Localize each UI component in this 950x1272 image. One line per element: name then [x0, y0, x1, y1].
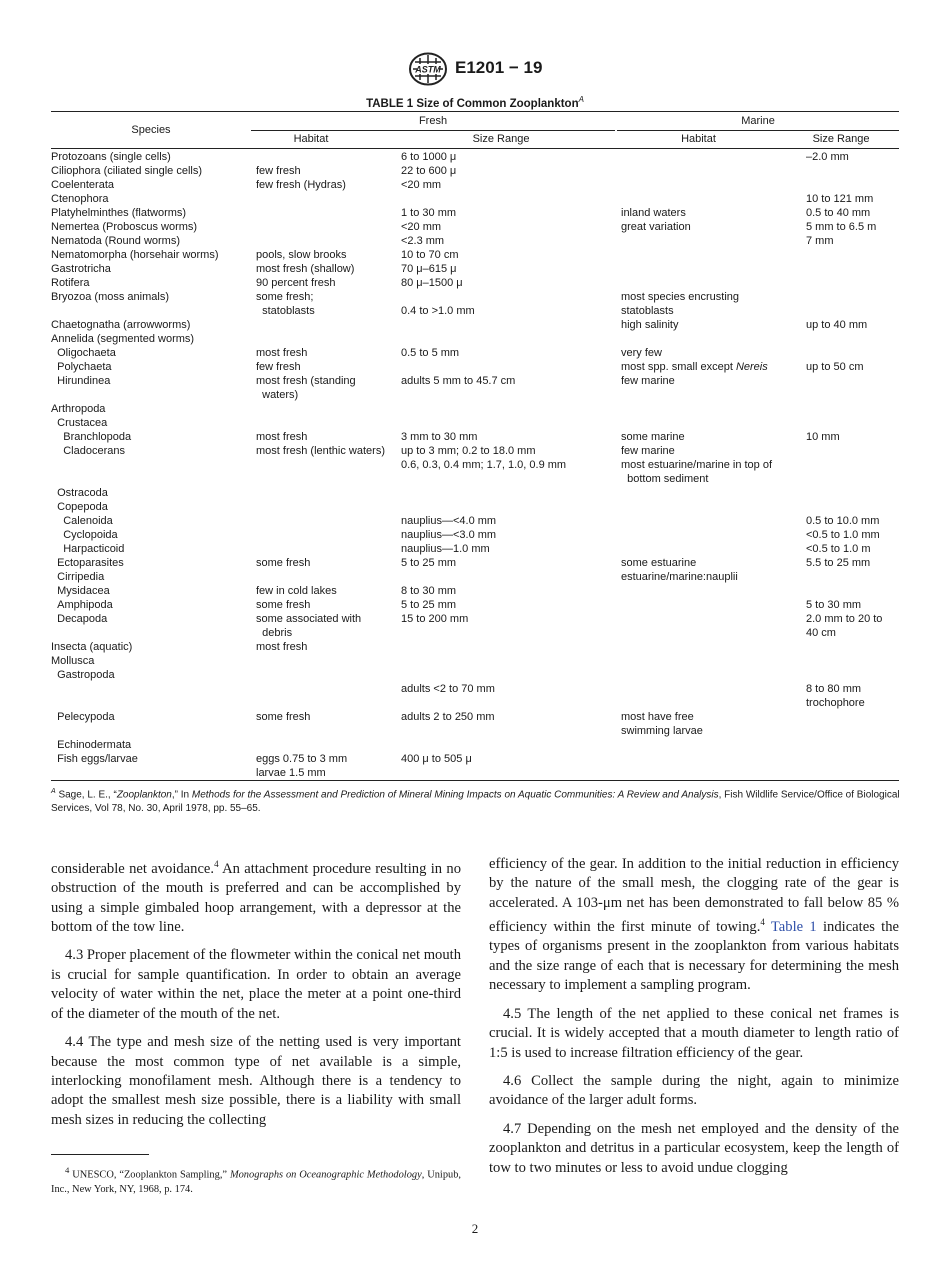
marine-size-cell	[806, 276, 899, 290]
marine-size-cell	[806, 346, 899, 360]
marine-size-cell: <0.5 to 1.0 m	[806, 543, 871, 555]
table-bottom-rule	[51, 780, 899, 781]
species-cell: Rotifera	[51, 277, 90, 289]
species-cell: Bryozoa (moss animals)	[51, 291, 169, 303]
marine-habitat-cell	[621, 192, 806, 206]
species-cell: Platyhelminthes (flatworms)	[51, 207, 187, 219]
species-cell: Gastrotricha	[51, 263, 111, 275]
fresh-size-cell: <2.3 mm	[401, 235, 445, 247]
zooplankton-table-body	[51, 150, 899, 780]
fresh-habitat-cell: few fresh	[256, 361, 301, 373]
fresh-size-cell: adults 5 mm to 45.7 cm	[401, 375, 516, 387]
fresh-habitat-cell: some fresh; statoblasts	[256, 291, 315, 317]
paragraph: considerable net avoidance.$^4$ An attachment procedure resulting in no obstruction of the mouth is preferred and can be accomplished by using a simple gimbaled hoop arrangement, with a depressor at the bottom of the tow line.	[51, 859, 462, 936]
marine-size-cell	[806, 416, 899, 430]
species-cell: Nematomorpha (horsehair worms)	[51, 249, 219, 261]
marine-habitat-cell	[621, 514, 806, 528]
fresh-habitat-cell: few in cold lakes	[256, 585, 337, 597]
marine-size-cell	[806, 178, 899, 192]
marine-size-cell	[806, 668, 899, 682]
right-column	[489, 855, 899, 1187]
marine-habitat-cell	[621, 738, 806, 752]
header-species: Species	[131, 124, 171, 136]
marine-habitat-cell	[621, 542, 806, 556]
marine-habitat-cell	[621, 416, 806, 430]
table-top-rule	[51, 111, 899, 112]
table-row	[51, 528, 899, 542]
fresh-size-cell	[401, 416, 621, 430]
marine-size-cell	[806, 332, 899, 346]
species-cell	[51, 682, 256, 710]
fresh-size-cell	[401, 500, 621, 514]
marine-habitat-cell	[621, 486, 806, 500]
marine-habitat-cell	[621, 150, 806, 164]
fresh-size-cell	[401, 360, 621, 374]
marine-size-cell	[806, 570, 899, 584]
fresh-size-cell	[401, 192, 621, 206]
marine-size-cell	[806, 402, 899, 416]
species-cell: Cirripedia	[51, 571, 105, 583]
marine-habitat-cell	[621, 654, 806, 668]
marine-habitat-cell: most have free swimming larvae	[621, 711, 703, 737]
species-cell: Arthropoda	[51, 403, 106, 415]
marine-habitat-cell	[621, 682, 806, 710]
fresh-size-cell: adults <2 to 70 mm	[401, 683, 495, 695]
marine-size-cell	[806, 374, 899, 402]
fresh-habitat-cell: most fresh (shallow)	[256, 263, 355, 275]
fresh-size-cell: 22 to 600 μ	[401, 165, 457, 177]
marine-habitat-cell	[621, 276, 806, 290]
table-row	[51, 416, 899, 430]
table-row	[51, 584, 899, 598]
marine-size-cell: 5 mm to 6.5 m	[806, 221, 877, 233]
species-cell: Copepoda	[51, 501, 108, 513]
fresh-size-cell: 80 μ–1500 μ	[401, 277, 463, 289]
marine-habitat-cell: great variation	[621, 221, 691, 233]
fresh-habitat-cell: few fresh (Hydras)	[256, 179, 346, 191]
fresh-habitat-cell	[256, 500, 401, 514]
fresh-habitat-cell	[256, 528, 401, 542]
marine-habitat-cell	[621, 612, 806, 640]
fresh-size-cell	[401, 570, 621, 584]
table-row	[51, 654, 899, 668]
page-number: 2	[471, 1221, 479, 1236]
paragraph-4-3: 4.3 Proper placement of the flowmeter within the conical net mouth is crucial for sample quantification. In order to obtain an average velocity of water within the net, place the meter at a point one-third of the diameter of the mouth of the net.	[51, 947, 461, 1022]
marine-habitat-cell	[621, 178, 806, 192]
species-cell: Crustacea	[51, 417, 108, 429]
fresh-habitat-cell: some associated with debris	[256, 613, 362, 639]
marine-habitat-cell	[621, 248, 806, 262]
species-cell: Cladocerans	[51, 445, 125, 457]
table-row	[51, 430, 899, 444]
fresh-size-cell: adults 2 to 250 mm	[401, 711, 495, 723]
marine-header-rule	[617, 130, 899, 131]
marine-habitat-cell	[621, 668, 806, 682]
table-row	[51, 542, 899, 556]
fresh-size-cell: 6 to 1000 μ	[401, 151, 457, 163]
paragraph-4-4: 4.4 The type and mesh size of the netting used is very important because the most common type of net available is a simple, interlocking monofilament mesh. Although there is a tendency to adopt the smallest mesh size possible, there is a liability with small mesh sizes in reducing the collecting	[51, 1034, 461, 1128]
marine-habitat-cell: estuarine/marine:nauplii	[621, 571, 738, 583]
marine-size-cell	[806, 752, 899, 780]
species-cell: Nematoda (Round worms)	[51, 235, 180, 247]
fresh-habitat-cell	[256, 486, 401, 500]
fresh-habitat-cell: few fresh	[256, 165, 301, 177]
marine-size-cell: 7 mm	[806, 235, 834, 247]
fresh-habitat-cell	[256, 332, 401, 346]
species-cell: Cyclopoida	[51, 529, 118, 541]
species-cell: Echinodermata	[51, 739, 132, 751]
fresh-habitat-cell	[256, 220, 401, 234]
fresh-size-cell: 400 μ to 505 μ	[401, 753, 472, 765]
paragraph: efficiency of the gear. In addition to the initial reduction in efficiency by the nature of the small mesh, the clogging rate of the gear is accelerated. A 103-μm net has been demonstrated to fall below 85 % efficiency within the first minute of towing.$^4$ Table 1 indicates the types of organisms present in the zooplankton from various habitats and the size range of each that is necessary for determining the mesh necessary to implement a sampling program.	[489, 856, 899, 994]
table-title: TABLE 1 Size of Common Zooplankton$^A$	[366, 95, 584, 110]
species-cell: Insecta (aquatic)	[51, 641, 133, 653]
table-row	[51, 220, 899, 234]
marine-habitat-cell: few marine most estuarine/marine in top of bottom sediment	[621, 445, 773, 485]
fresh-size-cell: nauplius—1.0 mm	[401, 543, 490, 555]
species-cell: Fish eggs/larvae	[51, 753, 138, 765]
fresh-size-cell: 70 μ–615 μ	[401, 263, 457, 275]
marine-habitat-cell: very few	[621, 347, 662, 359]
table-row	[51, 276, 899, 290]
fresh-habitat-cell	[256, 668, 401, 682]
footnote-rule	[51, 1154, 149, 1155]
marine-habitat-cell	[621, 164, 806, 178]
fresh-habitat-cell	[256, 542, 401, 556]
fresh-habitat-cell: some fresh	[256, 599, 311, 611]
fresh-habitat-cell	[256, 416, 401, 430]
marine-size-cell: 5 to 30 mm	[806, 599, 862, 611]
fresh-size-cell	[401, 738, 621, 752]
species-cell: Calenoida	[51, 515, 113, 527]
fresh-size-cell: up to 3 mm; 0.2 to 18.0 mm 0.6, 0.3, 0.4 mm; 1.7, 1.0, 0.9 mm	[401, 445, 567, 471]
marine-habitat-cell: most species encrusting statoblasts	[621, 291, 739, 317]
fresh-habitat-cell: most fresh	[256, 431, 308, 443]
marine-size-cell: 0.5 to 10.0 mm	[806, 515, 880, 527]
marine-size-cell: 10 to 121 mm	[806, 193, 874, 205]
fresh-size-cell: <20 mm	[401, 179, 442, 191]
header-fresh-size-range: Size Range	[472, 133, 530, 145]
header-marine-habitat: Habitat	[681, 133, 716, 145]
species-cell: Pelecypoda	[51, 711, 115, 723]
header-marine: Marine	[741, 115, 775, 127]
table-row	[51, 682, 899, 710]
species-cell: Hirundinea	[51, 375, 111, 387]
species-cell: Ectoparasites	[51, 557, 124, 569]
fresh-size-cell: 0.4 to >1.0 mm	[401, 305, 475, 317]
fresh-size-cell: 3 mm to 30 mm	[401, 431, 478, 443]
species-cell: Ciliophora (ciliated single cells)	[51, 165, 203, 177]
page-header	[0, 52, 950, 86]
fresh-size-cell: nauplius—<4.0 mm	[401, 515, 497, 527]
table-row	[51, 738, 899, 752]
fresh-habitat-cell: most fresh	[256, 347, 308, 359]
fresh-habitat-cell	[256, 682, 401, 710]
fresh-habitat-cell: some fresh	[256, 711, 311, 723]
fresh-habitat-cell: 90 percent fresh	[256, 277, 336, 289]
header-fresh: Fresh	[418, 115, 448, 127]
table-row	[51, 360, 899, 374]
table-row	[51, 640, 899, 654]
document-number: E1201 − 19	[455, 58, 543, 77]
species-cell: Mysidacea	[51, 585, 110, 597]
marine-size-cell: 8 to 80 mm trochophore	[806, 683, 865, 709]
marine-habitat-cell: some estuarine	[621, 557, 697, 569]
table-row	[51, 192, 899, 206]
marine-size-cell	[806, 444, 899, 486]
marine-habitat-cell	[621, 640, 806, 654]
marine-size-cell	[806, 248, 899, 262]
species-cell: Protozoans (single cells)	[51, 151, 171, 163]
fresh-habitat-cell: some fresh	[256, 557, 311, 569]
species-cell: Harpacticoid	[51, 543, 125, 555]
species-cell: Decapoda	[51, 613, 108, 625]
fresh-size-cell	[401, 640, 621, 654]
table-row	[51, 500, 899, 514]
table-row	[51, 178, 899, 192]
table-row	[51, 570, 899, 584]
species-cell: Coelenterata	[51, 179, 114, 191]
table-row	[51, 262, 899, 276]
marine-size-cell	[806, 584, 899, 598]
table-row	[51, 710, 899, 738]
marine-habitat-cell	[621, 262, 806, 276]
marine-habitat-cell	[621, 528, 806, 542]
marine-size-cell	[806, 500, 899, 514]
species-cell: Annelida (segmented worms)	[51, 333, 195, 345]
marine-size-cell: up to 50 cm	[806, 361, 864, 373]
species-cell: Ctenophora	[51, 193, 109, 205]
paragraph-4-6: 4.6 Collect the sample during the night, again to minimize avoidance of the larger adult forms.	[489, 1072, 899, 1109]
table-footnote: $^A$ Sage, L. E., “Zooplankton,” In Methods for the Assessment and Prediction of Mineral Mining Impacts on Aquatic Communities: A Review and Analysis, Fish Wildlife Service/Office of Biological Services, Vol 78, No. 30, April 1978, pp. 55–65.	[51, 788, 900, 815]
fresh-habitat-cell: most fresh (lenthic waters)	[256, 445, 385, 457]
fresh-habitat-cell: most fresh (standing waters)	[256, 375, 356, 401]
table-row	[51, 206, 899, 220]
marine-habitat-cell	[621, 598, 806, 612]
footnote: $^4$ UNESCO, “Zooplankton Sampling,” Monographs on Oceanographic Methodology, Unipub, Inc., New York, NY, 1968, p. 174.	[51, 1165, 461, 1196]
table-row	[51, 150, 899, 164]
fresh-habitat-cell: most fresh	[256, 641, 308, 653]
marine-size-cell	[806, 640, 899, 654]
marine-size-cell: up to 40 mm	[806, 319, 868, 331]
table-row	[51, 318, 899, 332]
marine-size-cell	[806, 290, 899, 318]
table-1-link[interactable]: Table 1	[770, 919, 817, 936]
fresh-habitat-cell	[256, 402, 401, 416]
species-cell: Branchlopoda	[51, 431, 132, 443]
table-row	[51, 598, 899, 612]
marine-habitat-cell	[621, 584, 806, 598]
marine-habitat-cell	[621, 332, 806, 346]
marine-habitat-cell: few marine	[621, 375, 675, 387]
marine-size-cell: 5.5 to 25 mm	[806, 557, 871, 569]
fresh-size-cell: 8 to 30 mm	[401, 585, 457, 597]
marine-habitat-cell	[621, 500, 806, 514]
svg-text:ASTM: ASTM	[415, 64, 441, 75]
table-header-rule	[51, 148, 899, 149]
table-row	[51, 752, 899, 780]
fresh-habitat-cell	[256, 234, 401, 248]
marine-size-cell	[806, 262, 899, 276]
header-marine-size-range: Size Range	[812, 133, 870, 145]
astm-logo-icon	[408, 52, 448, 86]
marine-habitat-cell	[621, 234, 806, 248]
table-row	[51, 486, 899, 500]
species-cell: Oligochaeta	[51, 347, 116, 359]
fresh-size-cell	[401, 654, 621, 668]
species-cell: Polychaeta	[51, 361, 112, 373]
fresh-size-cell	[401, 402, 621, 416]
fresh-habitat-cell	[256, 514, 401, 528]
marine-habitat-cell: inland waters	[621, 207, 686, 219]
fresh-header-rule	[251, 130, 615, 131]
species-cell: Amphipoda	[51, 599, 113, 611]
table-row	[51, 556, 899, 570]
marine-size-cell	[806, 654, 899, 668]
table-row	[51, 332, 899, 346]
species-cell: Nemertea (Proboscus worms)	[51, 221, 198, 233]
table-row	[51, 164, 899, 178]
fresh-habitat-cell: pools, slow brooks	[256, 249, 347, 261]
species-cell: Chaetognatha (arrowworms)	[51, 319, 191, 331]
table-row	[51, 374, 899, 402]
marine-size-cell	[806, 710, 899, 738]
fresh-habitat-cell	[256, 318, 401, 332]
marine-size-cell: <0.5 to 1.0 mm	[806, 529, 880, 541]
marine-size-cell: 0.5 to 40 mm	[806, 207, 871, 219]
marine-size-cell: –2.0 mm	[806, 151, 849, 163]
table-row	[51, 402, 899, 416]
fresh-size-cell: 5 to 25 mm	[401, 557, 457, 569]
table-row	[51, 668, 899, 682]
marine-habitat-cell	[621, 752, 806, 780]
species-cell: Gastropoda	[51, 669, 115, 681]
header-fresh-habitat: Habitat	[293, 133, 329, 145]
fresh-size-cell: 1 to 30 mm	[401, 207, 457, 219]
fresh-size-cell: 10 to 70 cm	[401, 249, 459, 261]
table-row	[51, 248, 899, 262]
marine-habitat-cell: high salinity	[621, 319, 679, 331]
marine-habitat-cell: most spp. small except Nereis	[621, 361, 768, 373]
marine-size-cell	[806, 164, 899, 178]
fresh-size-cell: <20 mm	[401, 221, 442, 233]
table-row	[51, 346, 899, 360]
species-cell: Mollusca	[51, 655, 95, 667]
fresh-size-cell	[401, 668, 621, 682]
table-row	[51, 612, 899, 640]
fresh-habitat-cell	[256, 192, 401, 206]
fresh-size-cell: 5 to 25 mm	[401, 599, 457, 611]
fresh-size-cell: 0.5 to 5 mm	[401, 347, 460, 359]
fresh-size-cell	[401, 486, 621, 500]
fresh-size-cell: nauplius—<3.0 mm	[401, 529, 497, 541]
marine-size-cell	[806, 738, 899, 752]
table-row	[51, 234, 899, 248]
marine-size-cell: 2.0 mm to 20 to 40 cm	[806, 613, 883, 639]
marine-size-cell	[806, 486, 899, 500]
fresh-habitat-cell: eggs 0.75 to 3 mm larvae 1.5 mm	[256, 753, 348, 779]
fresh-habitat-cell	[256, 150, 401, 164]
paragraph-4-7: 4.7 Depending on the mesh net employed and the density of the zooplankton and detritus in a particular ecosystem, keep the length of tow to two minutes or less to avoid undue clogging	[489, 1120, 899, 1176]
marine-habitat-cell	[621, 402, 806, 416]
paragraph-4-5: 4.5 The length of the net applied to these conical net frames is crucial. It is widely accepted that a mouth diameter to length ratio of 1:5 is used to increase filtration efficiency of the gear.	[489, 1005, 899, 1061]
left-column	[51, 855, 461, 1139]
table-row	[51, 514, 899, 528]
fresh-size-cell: 15 to 200 mm	[401, 613, 469, 625]
fresh-habitat-cell	[256, 570, 401, 584]
fresh-size-cell	[401, 332, 621, 346]
fresh-habitat-cell	[256, 738, 401, 752]
marine-size-cell: 10 mm	[806, 431, 840, 443]
table-row	[51, 290, 899, 318]
fresh-size-cell	[401, 318, 621, 332]
fresh-habitat-cell	[256, 654, 401, 668]
table-row	[51, 444, 899, 486]
species-cell: Ostracoda	[51, 487, 108, 499]
marine-habitat-cell: some marine	[621, 431, 685, 443]
fresh-habitat-cell	[256, 206, 401, 220]
